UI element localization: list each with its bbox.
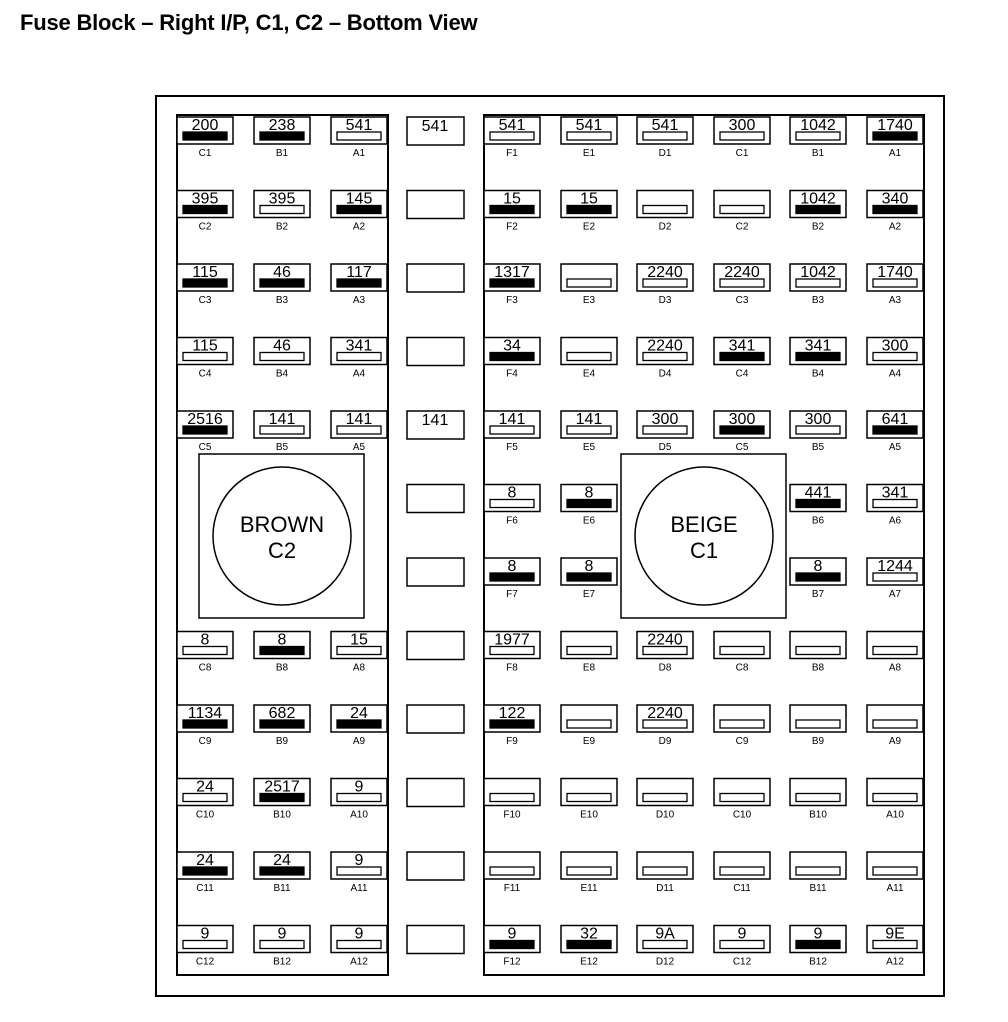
c2-cavity-b8	[254, 632, 310, 674]
c1-cavity-d3	[637, 264, 693, 306]
c1-cavity-e6-circuit: 8	[584, 484, 594, 502]
c2-cavity-b9	[254, 705, 310, 747]
c1-cavity-f1-pin: F1	[506, 148, 518, 159]
c1-cavity-f3	[484, 264, 540, 306]
c2-cavity-b10	[254, 779, 310, 821]
c2-cavity-c2-circuit: 395	[191, 190, 219, 208]
c1-cavity-c12	[714, 926, 770, 968]
c1-cavity-a8-pin: A8	[888, 662, 902, 674]
c1-cavity-f3-circuit: 1317	[494, 264, 530, 281]
c2-cavity-a12-pin: A12	[350, 956, 368, 968]
c1-cavity-b10-pin: B10	[809, 809, 827, 821]
c1-cavity-c2	[714, 191, 770, 233]
c2-cavity-a11	[331, 852, 387, 894]
c2-cavity-b2-circuit: 395	[268, 190, 296, 208]
c1-cavity-a9-pin: A9	[888, 736, 902, 747]
c1-cavity-e7	[561, 558, 617, 600]
c1-cavity-d9-pin: D9	[658, 736, 672, 747]
c1-cavity-a6-circuit: 341	[881, 484, 909, 502]
c1-cavity-e11	[561, 852, 617, 894]
c2-color-label: BROWN	[239, 512, 325, 537]
middle-cavity-1-circuit: 541	[421, 118, 449, 135]
c1-cavity-e7-pin: E7	[582, 589, 596, 600]
c1-cavity-c9	[714, 705, 770, 747]
middle-cavity-9	[407, 705, 464, 733]
c2-cavity-c5	[177, 411, 233, 453]
c2-cavity-c2	[177, 191, 233, 233]
c2-cavity-c9-circuit: 1134	[187, 705, 223, 722]
c1-cavity-b1-pin: B1	[811, 148, 825, 159]
c2-cavity-b1	[254, 117, 310, 159]
c1-cavity-a1	[867, 117, 923, 159]
c1-cavity-c4-circuit: 341	[728, 337, 756, 355]
c1-cavity-a6	[867, 485, 923, 527]
c2-cavity-a10-circuit: 9	[354, 778, 364, 796]
c2-cavity-c1-pin: C1	[198, 148, 212, 159]
c1-cavity-d10-pin: D10	[655, 809, 675, 821]
c1-cavity-f9-pin: F9	[506, 736, 518, 747]
c1-cavity-f9-circuit: 122	[498, 705, 526, 722]
c2-cavity-a10-pin: A10	[350, 809, 368, 821]
c1-cavity-e1-circuit: 541	[575, 117, 603, 134]
c1-cavity-d12-circuit: 9A	[655, 925, 675, 943]
c1-cavity-c4-pin: C4	[735, 368, 749, 380]
c1-cavity-c1-pin: C1	[735, 148, 749, 159]
c1-cavity-c5	[714, 411, 770, 453]
c1-cavity-d4-circuit: 2240	[647, 337, 683, 355]
c1-id-label: C1	[689, 538, 719, 563]
middle-cavity-4	[407, 338, 464, 366]
middle-cavity-12	[407, 926, 464, 954]
c1-cavity-c2-pin: C2	[735, 221, 749, 233]
c1-cavity-e8	[561, 632, 617, 674]
c2-cavity-c12-circuit: 9	[200, 925, 210, 943]
c2-cavity-c8-pin: C8	[198, 662, 212, 674]
middle-cavity-2	[407, 191, 464, 219]
c2-cavity-a10	[331, 779, 387, 821]
c2-cavity-b4-pin: B4	[275, 368, 289, 380]
c1-cavity-f12-pin: F12	[503, 956, 521, 968]
c1-cavity-f11	[484, 852, 540, 894]
middle-cavity-3	[407, 264, 464, 292]
c2-cavity-c10-circuit: 24	[196, 778, 214, 796]
c1-cavity-b6	[790, 485, 846, 527]
c1-cavity-a8	[867, 632, 923, 674]
c2-cavity-a4-circuit: 341	[345, 337, 373, 355]
c2-cavity-a8-circuit: 15	[350, 631, 368, 649]
c1-cavity-f1	[484, 117, 540, 159]
c1-cavity-e9	[561, 705, 617, 747]
c1-cavity-a3-circuit: 1740	[877, 264, 913, 281]
c2-cavity-a9-circuit: 24	[350, 705, 368, 722]
c2-cavity-a1-pin: A1	[352, 148, 366, 159]
c1-cavity-b12-circuit: 9	[813, 925, 823, 943]
c2-cavity-a9	[331, 705, 387, 747]
c2-cavity-a9-pin: A9	[352, 736, 366, 747]
middle-cavity-5-circuit: 141	[421, 412, 449, 429]
c1-cavity-b7-circuit: 8	[813, 558, 823, 575]
c1-cavity-b9-pin: B9	[811, 736, 825, 747]
c1-cavity-b3-pin: B3	[811, 295, 825, 306]
c2-cavity-a8	[331, 632, 387, 674]
c2-cavity-a11-circuit: 9	[354, 852, 364, 869]
c2-cavity-c8	[177, 632, 233, 674]
c1-cavity-b12-pin: B12	[809, 956, 827, 968]
c2-cavity-c4-pin: C4	[198, 368, 212, 380]
c1-cavity-a2-pin: A2	[888, 221, 902, 233]
c1-cavity-a1-pin: A1	[888, 148, 902, 159]
c2-cavity-c11-circuit: 24	[196, 852, 214, 869]
c2-cavity-c1	[177, 117, 233, 159]
c1-cavity-b7	[790, 558, 846, 600]
c1-cavity-f6-circuit: 8	[507, 484, 517, 502]
c2-cavity-a11-pin: A11	[350, 883, 368, 894]
c1-cavity-a12-pin: A12	[886, 956, 904, 968]
c1-cavity-d4	[637, 338, 693, 380]
c1-cavity-e10-pin: E10	[580, 809, 598, 821]
c2-cavity-c3-pin: C3	[198, 295, 212, 306]
c2-cavity-b5-circuit: 141	[268, 411, 296, 428]
c1-cavity-e6-pin: E6	[582, 515, 596, 527]
c2-cavity-a12	[331, 926, 387, 968]
c1-cavity-c11	[714, 852, 770, 894]
c1-cavity-a2	[867, 191, 923, 233]
c1-cavity-d11-pin: D11	[656, 883, 674, 894]
page-title: Fuse Block – Right I/P, C1, C2 – Bottom View	[20, 10, 478, 35]
c1-cavity-d3-pin: D3	[658, 295, 672, 306]
c1-cavity-f1-circuit: 541	[498, 117, 526, 134]
c1-cavity-c12-pin: C12	[732, 956, 752, 968]
c1-cavity-b2-circuit: 1042	[800, 190, 836, 208]
c1-cavity-e12	[561, 926, 617, 968]
c2-cavity-c5-pin: C5	[198, 442, 212, 453]
c1-cavity-d5-pin: D5	[658, 442, 672, 453]
c1-cavity-d1-pin: D1	[658, 148, 672, 159]
c2-cavity-a1	[331, 117, 387, 159]
c1-cavity-a9	[867, 705, 923, 747]
c1-cavity-b7-pin: B7	[811, 589, 825, 600]
c2-cavity-b4-circuit: 46	[273, 337, 291, 355]
c1-cavity-e3-pin: E3	[582, 295, 596, 306]
c1-cavity-b4-pin: B4	[811, 368, 825, 380]
c1-cavity-c10	[714, 779, 770, 821]
c2-cavity-b9-pin: B9	[275, 736, 289, 747]
c1-cavity-c5-circuit: 300	[728, 411, 756, 428]
c1-cavity-d10	[637, 779, 693, 821]
c1-cavity-b9	[790, 705, 846, 747]
c1-cavity-b5-circuit: 300	[804, 411, 832, 428]
c1-cavity-f8-circuit: 1977	[494, 631, 530, 649]
c1-cavity-c3	[714, 264, 770, 306]
c1-cavity-f6	[484, 485, 540, 527]
c1-cavity-f9	[484, 705, 540, 747]
c1-cavity-f4	[484, 338, 540, 380]
c1-cavity-e2	[561, 191, 617, 233]
c2-cavity-c12	[177, 926, 233, 968]
c1-cavity-d2-pin: D2	[658, 221, 672, 233]
c2-cavity-b12-pin: B12	[273, 956, 291, 968]
c2-cavity-b5-pin: B5	[275, 442, 289, 453]
c1-cavity-f2-pin: F2	[506, 221, 518, 233]
c1-cavity-c3-pin: C3	[735, 295, 749, 306]
c2-cavity-c10-pin: C10	[195, 809, 215, 821]
c1-cavity-b1-circuit: 1042	[800, 117, 836, 134]
c2-cavity-a8-pin: A8	[352, 662, 366, 674]
c1-cavity-b6-circuit: 441	[804, 484, 832, 502]
c2-cavity-b12	[254, 926, 310, 968]
c1-cavity-d9	[637, 705, 693, 747]
c2-cavity-a3-circuit: 117	[346, 264, 372, 281]
c1-cavity-e11-pin: E11	[580, 883, 598, 894]
c1-cavity-e5	[561, 411, 617, 453]
c1-cavity-f6-pin: F6	[506, 515, 518, 527]
c1-cavity-a7-circuit: 1244	[877, 558, 913, 575]
c1-cavity-b3	[790, 264, 846, 306]
c1-cavity-b10	[790, 779, 846, 821]
middle-cavity-8	[407, 632, 464, 660]
c1-cavity-e2-pin: E2	[582, 221, 596, 233]
c2-cavity-c3	[177, 264, 233, 306]
c2-cavity-c11	[177, 852, 233, 894]
c1-cavity-d12-pin: D12	[655, 956, 675, 968]
c2-cavity-c11-pin: C11	[196, 883, 214, 894]
c1-cavity-f5-circuit: 141	[498, 411, 526, 428]
c1-cavity-c8	[714, 632, 770, 674]
c1-cavity-d8	[637, 632, 693, 674]
c1-cavity-e5-circuit: 141	[575, 411, 603, 428]
c1-cavity-b2-pin: B2	[811, 221, 825, 233]
c2-cavity-a3-pin: A3	[352, 295, 366, 306]
c1-cavity-a12	[867, 926, 923, 968]
c1-cavity-f2	[484, 191, 540, 233]
c1-cavity-e8-pin: E8	[582, 662, 596, 674]
c2-cavity-b8-circuit: 8	[277, 631, 287, 649]
c1-cavity-a4-pin: A4	[888, 368, 902, 380]
c1-cavity-c11-pin: C11	[733, 883, 751, 894]
c2-cavity-a2-circuit: 145	[345, 190, 373, 208]
c1-cavity-f7-pin: F7	[506, 589, 518, 600]
c1-cavity-a1-circuit: 1740	[877, 117, 913, 134]
c1-cavity-d9-circuit: 2240	[647, 705, 683, 722]
c2-cavity-b2-pin: B2	[275, 221, 289, 233]
c1-cavity-e1	[561, 117, 617, 159]
c1-cavity-a7	[867, 558, 923, 600]
c1-cavity-b11-pin: B11	[809, 883, 827, 894]
c1-cavity-a3-pin: A3	[888, 295, 902, 306]
c1-cavity-a5-circuit: 641	[881, 411, 909, 428]
c1-cavity-e1-pin: E1	[582, 148, 596, 159]
c2-cavity-c10	[177, 779, 233, 821]
c2-cavity-a4-pin: A4	[352, 368, 366, 380]
c1-cavity-a10	[867, 779, 923, 821]
c1-cavity-c3-circuit: 2240	[724, 264, 760, 281]
c1-cavity-d3-circuit: 2240	[647, 264, 683, 281]
c1-cavity-c8-pin: C8	[735, 662, 749, 674]
c1-cavity-e12-circuit: 32	[580, 925, 598, 943]
c1-cavity-d8-pin: D8	[658, 662, 672, 674]
c1-cavity-b11	[790, 852, 846, 894]
c1-cavity-a2-circuit: 340	[881, 190, 909, 208]
c1-color-label: BEIGE	[670, 512, 738, 537]
middle-cavity-11	[407, 852, 464, 880]
c1-cavity-f10-pin: F10	[503, 809, 521, 821]
c2-id-label: C2	[267, 538, 297, 563]
c1-cavity-d5	[637, 411, 693, 453]
c1-cavity-d8-circuit: 2240	[647, 631, 683, 649]
c1-cavity-a5	[867, 411, 923, 453]
c2-cavity-b11-pin: B11	[273, 883, 291, 894]
c1-cavity-b2	[790, 191, 846, 233]
c2-connector-label	[199, 454, 364, 618]
c1-cavity-b4	[790, 338, 846, 380]
c1-cavity-b5	[790, 411, 846, 453]
c1-cavity-e2-circuit: 15	[580, 190, 598, 208]
c1-cavity-d11	[637, 852, 693, 894]
c2-cavity-a5-pin: A5	[352, 442, 366, 453]
c2-cavity-b11-circuit: 24	[273, 852, 291, 869]
c1-cavity-d4-pin: D4	[658, 368, 672, 380]
c1-cavity-b3-circuit: 1042	[800, 264, 836, 281]
c1-cavity-d5-circuit: 300	[651, 411, 679, 428]
c1-cavity-a6-pin: A6	[888, 515, 902, 527]
c2-cavity-b1-pin: B1	[275, 148, 289, 159]
c1-cavity-b8-pin: B8	[811, 662, 825, 674]
c2-cavity-c4-circuit: 115	[192, 337, 218, 355]
c2-cavity-a3	[331, 264, 387, 306]
c1-cavity-e6	[561, 485, 617, 527]
c1-cavity-c12-circuit: 9	[737, 925, 747, 943]
c2-cavity-b3-pin: B3	[275, 295, 289, 306]
c1-cavity-f8-pin: F8	[506, 662, 518, 674]
c1-cavity-e10	[561, 779, 617, 821]
c1-cavity-e4-pin: E4	[582, 368, 596, 380]
c1-cavity-f5	[484, 411, 540, 453]
c2-cavity-b9-circuit: 682	[268, 705, 296, 722]
c1-cavity-a3	[867, 264, 923, 306]
c1-cavity-d12	[637, 926, 693, 968]
c1-cavity-c5-pin: C5	[735, 442, 749, 453]
c2-cavity-b8-pin: B8	[275, 662, 289, 674]
c1-cavity-e3	[561, 264, 617, 306]
c1-cavity-c10-pin: C10	[732, 809, 752, 821]
c1-cavity-f5-pin: F5	[506, 442, 518, 453]
c1-cavity-f7	[484, 558, 540, 600]
c1-cavity-d1-circuit: 541	[651, 117, 679, 134]
c1-cavity-f7-circuit: 8	[507, 558, 517, 575]
c1-cavity-b8	[790, 632, 846, 674]
c1-cavity-c4	[714, 338, 770, 380]
c1-cavity-b12	[790, 926, 846, 968]
c1-cavity-a12-circuit: 9E	[885, 925, 905, 943]
c1-cavity-e7-circuit: 8	[584, 558, 594, 575]
c2-cavity-b2	[254, 191, 310, 233]
c2-cavity-a5-circuit: 141	[345, 411, 373, 428]
c2-cavity-b10-circuit: 2517	[264, 778, 300, 796]
c1-cavity-a11	[867, 852, 923, 894]
c1-cavity-c1-circuit: 300	[728, 117, 756, 134]
c1-cavity-f2-circuit: 15	[503, 190, 521, 208]
c2-cavity-b5	[254, 411, 310, 453]
c2-cavity-c1-circuit: 200	[191, 117, 219, 134]
c2-cavity-a2-pin: A2	[352, 221, 366, 233]
c2-cavity-b4	[254, 338, 310, 380]
middle-cavity-1	[407, 117, 464, 145]
c1-cavity-f4-pin: F4	[506, 368, 518, 380]
c1-cavity-e9-pin: E9	[582, 736, 596, 747]
c1-cavity-a4	[867, 338, 923, 380]
c2-cavity-b10-pin: B10	[273, 809, 291, 821]
c2-cavity-c4	[177, 338, 233, 380]
c1-cavity-f10	[484, 779, 540, 821]
c1-cavity-d1	[637, 117, 693, 159]
c1-cavity-c1	[714, 117, 770, 159]
middle-cavity-7	[407, 558, 464, 586]
c1-cavity-b6-pin: B6	[811, 515, 825, 527]
c2-cavity-c2-pin: C2	[198, 221, 212, 233]
c1-cavity-e5-pin: E5	[582, 442, 596, 453]
middle-cavity-10	[407, 779, 464, 807]
c1-cavity-f11-pin: F11	[503, 883, 521, 894]
c2-cavity-c8-circuit: 8	[200, 631, 210, 649]
c1-cavity-f12	[484, 926, 540, 968]
c2-cavity-a12-circuit: 9	[354, 925, 364, 943]
c1-connector-label	[621, 454, 786, 618]
c1-cavity-a10-pin: A10	[886, 809, 904, 821]
c2-cavity-c3-circuit: 115	[192, 264, 218, 281]
c2-cavity-b3-circuit: 46	[273, 264, 291, 281]
c1-cavity-f4-circuit: 34	[503, 337, 521, 355]
c1-cavity-d2	[637, 191, 693, 233]
c2-cavity-c9-pin: C9	[198, 736, 212, 747]
c1-cavity-f3-pin: F3	[506, 295, 518, 306]
c2-cavity-b11	[254, 852, 310, 894]
c2-cavity-c12-pin: C12	[195, 956, 215, 968]
c2-cavity-a5	[331, 411, 387, 453]
c2-cavity-b1-circuit: 238	[268, 117, 296, 134]
c1-cavity-b1	[790, 117, 846, 159]
c2-cavity-a1-circuit: 541	[345, 117, 373, 134]
middle-cavity-5	[407, 411, 464, 439]
c2-cavity-a2	[331, 191, 387, 233]
c1-cavity-a4-circuit: 300	[881, 337, 909, 355]
c2-cavity-a4	[331, 338, 387, 380]
c1-cavity-e4	[561, 338, 617, 380]
c1-cavity-b4-circuit: 341	[804, 337, 832, 355]
c2-cavity-c5-circuit: 2516	[187, 411, 223, 428]
middle-cavity-6	[407, 485, 464, 513]
c1-cavity-a11-pin: A11	[886, 883, 904, 894]
c1-cavity-f8	[484, 632, 540, 674]
c2-cavity-b12-circuit: 9	[277, 925, 287, 943]
c1-cavity-a7-pin: A7	[888, 589, 902, 600]
c1-cavity-a5-pin: A5	[888, 442, 902, 453]
c1-cavity-b5-pin: B5	[811, 442, 825, 453]
c2-cavity-b3	[254, 264, 310, 306]
c2-cavity-c9	[177, 705, 233, 747]
c1-cavity-f12-circuit: 9	[507, 925, 517, 943]
c1-cavity-c9-pin: C9	[735, 736, 749, 747]
c1-cavity-e12-pin: E12	[580, 956, 598, 968]
